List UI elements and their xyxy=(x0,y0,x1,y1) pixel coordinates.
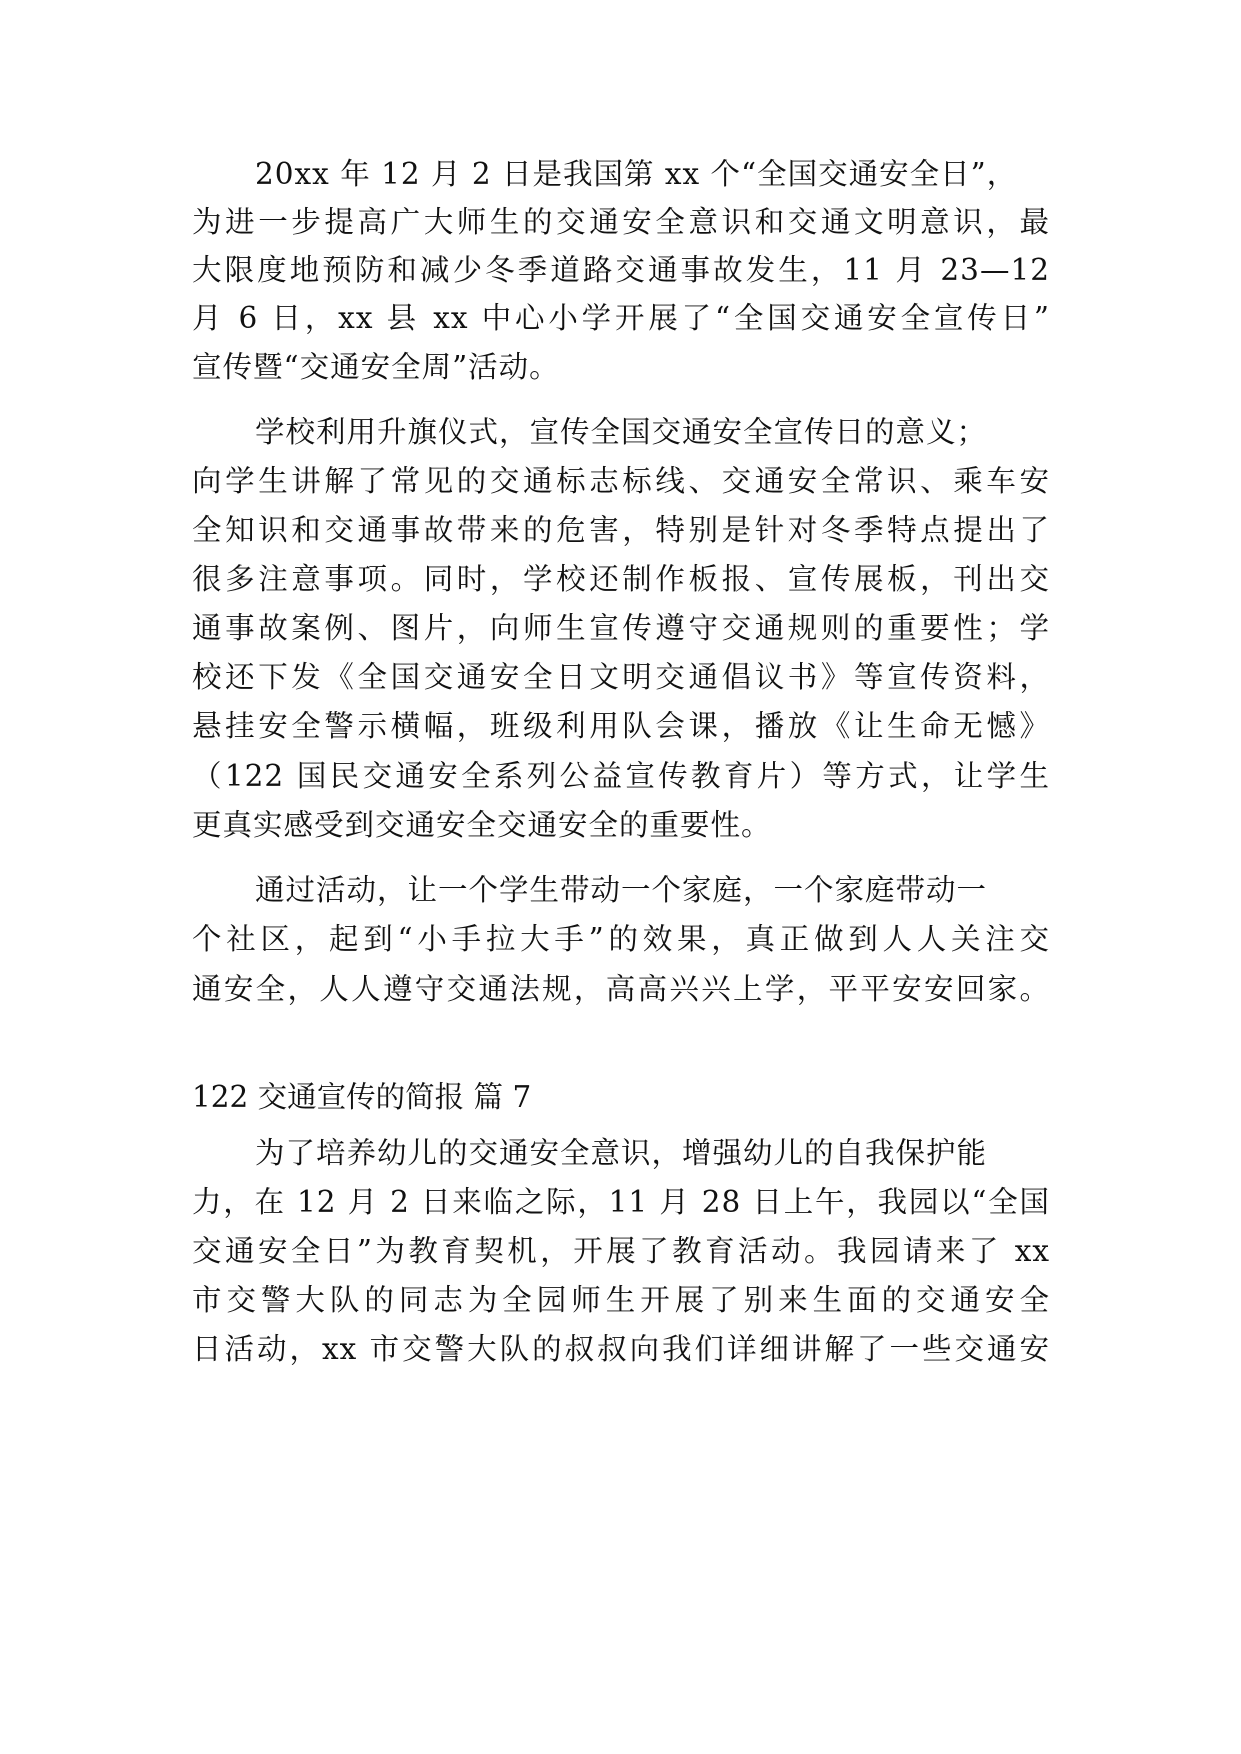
paragraph-line: 为了培养幼儿的交通安全意识，增强幼儿的自我保护能 xyxy=(255,1136,988,1170)
paragraph-line: 力，在 12 月 2 日来临之际，11 月 28 日上午，我园以“全国 xyxy=(192,1185,1050,1219)
paragraph-line: 宣传暨“交通安全周”活动。 xyxy=(192,350,560,384)
paragraph-line: 日活动，xx 市交警大队的叔叔向我们详细讲解了一些交通安 xyxy=(192,1332,1050,1366)
paragraph-line: 悬挂安全警示横幅，班级利用队会课，播放《让生命无憾》 xyxy=(192,709,1050,743)
paragraph-line: 更真实感受到交通安全交通安全的重要性。 xyxy=(192,808,772,842)
paragraph-line: 交通安全日”为教育契机，开展了教育活动。我园请来了 xx xyxy=(192,1234,1050,1268)
paragraph-line: 大限度地预防和减少冬季道路交通事故发生，11 月 23—12 xyxy=(192,253,1050,287)
paragraph-line: 校还下发《全国交通安全日文明交通倡议书》等宣传资料， xyxy=(192,660,1050,694)
paragraph-line: 通过活动，让一个学生带动一个家庭，一个家庭带动一 xyxy=(255,873,988,907)
paragraph-line: 个社区，起到“小手拉大手”的效果，真正做到人人关注交 xyxy=(192,922,1050,956)
paragraph-line: 学校利用升旗仪式，宣传全国交通安全宣传日的意义； xyxy=(255,415,988,449)
paragraph-line: 全知识和交通事故带来的危害，特别是针对冬季特点提出了 xyxy=(192,513,1050,547)
paragraph-line: 月 6 日，xx 县 xx 中心小学开展了“全国交通安全宣传日” xyxy=(192,301,1050,335)
paragraph-line: 通事故案例、图片，向师生宣传遵守交通规则的重要性；学 xyxy=(192,611,1050,645)
paragraph-line: 为进一步提高广大师生的交通安全意识和交通文明意识，最 xyxy=(192,205,1050,239)
paragraph-line: 20xx 年 12 月 2 日是我国第 xx 个“全国交通安全日”， xyxy=(255,157,1018,191)
paragraph-line: 市交警大队的同志为全园师生开展了别来生面的交通安全 xyxy=(192,1283,1050,1317)
paragraph-line: 通安全，人人遵守交通法规，高高兴兴上学，平平安安回家。 xyxy=(192,972,1050,1006)
paragraph-line: 向学生讲解了常见的交通标志标线、交通安全常识、乘车安 xyxy=(192,464,1050,498)
section-heading: 122 交通宣传的简报 篇 7 xyxy=(192,1080,532,1114)
paragraph-line: 很多注意事项。同时，学校还制作板报、宣传展板，刊出交 xyxy=(192,562,1050,596)
paragraph-line: （122 国民交通安全系列公益宣传教育片）等方式，让学生 xyxy=(192,759,1050,793)
